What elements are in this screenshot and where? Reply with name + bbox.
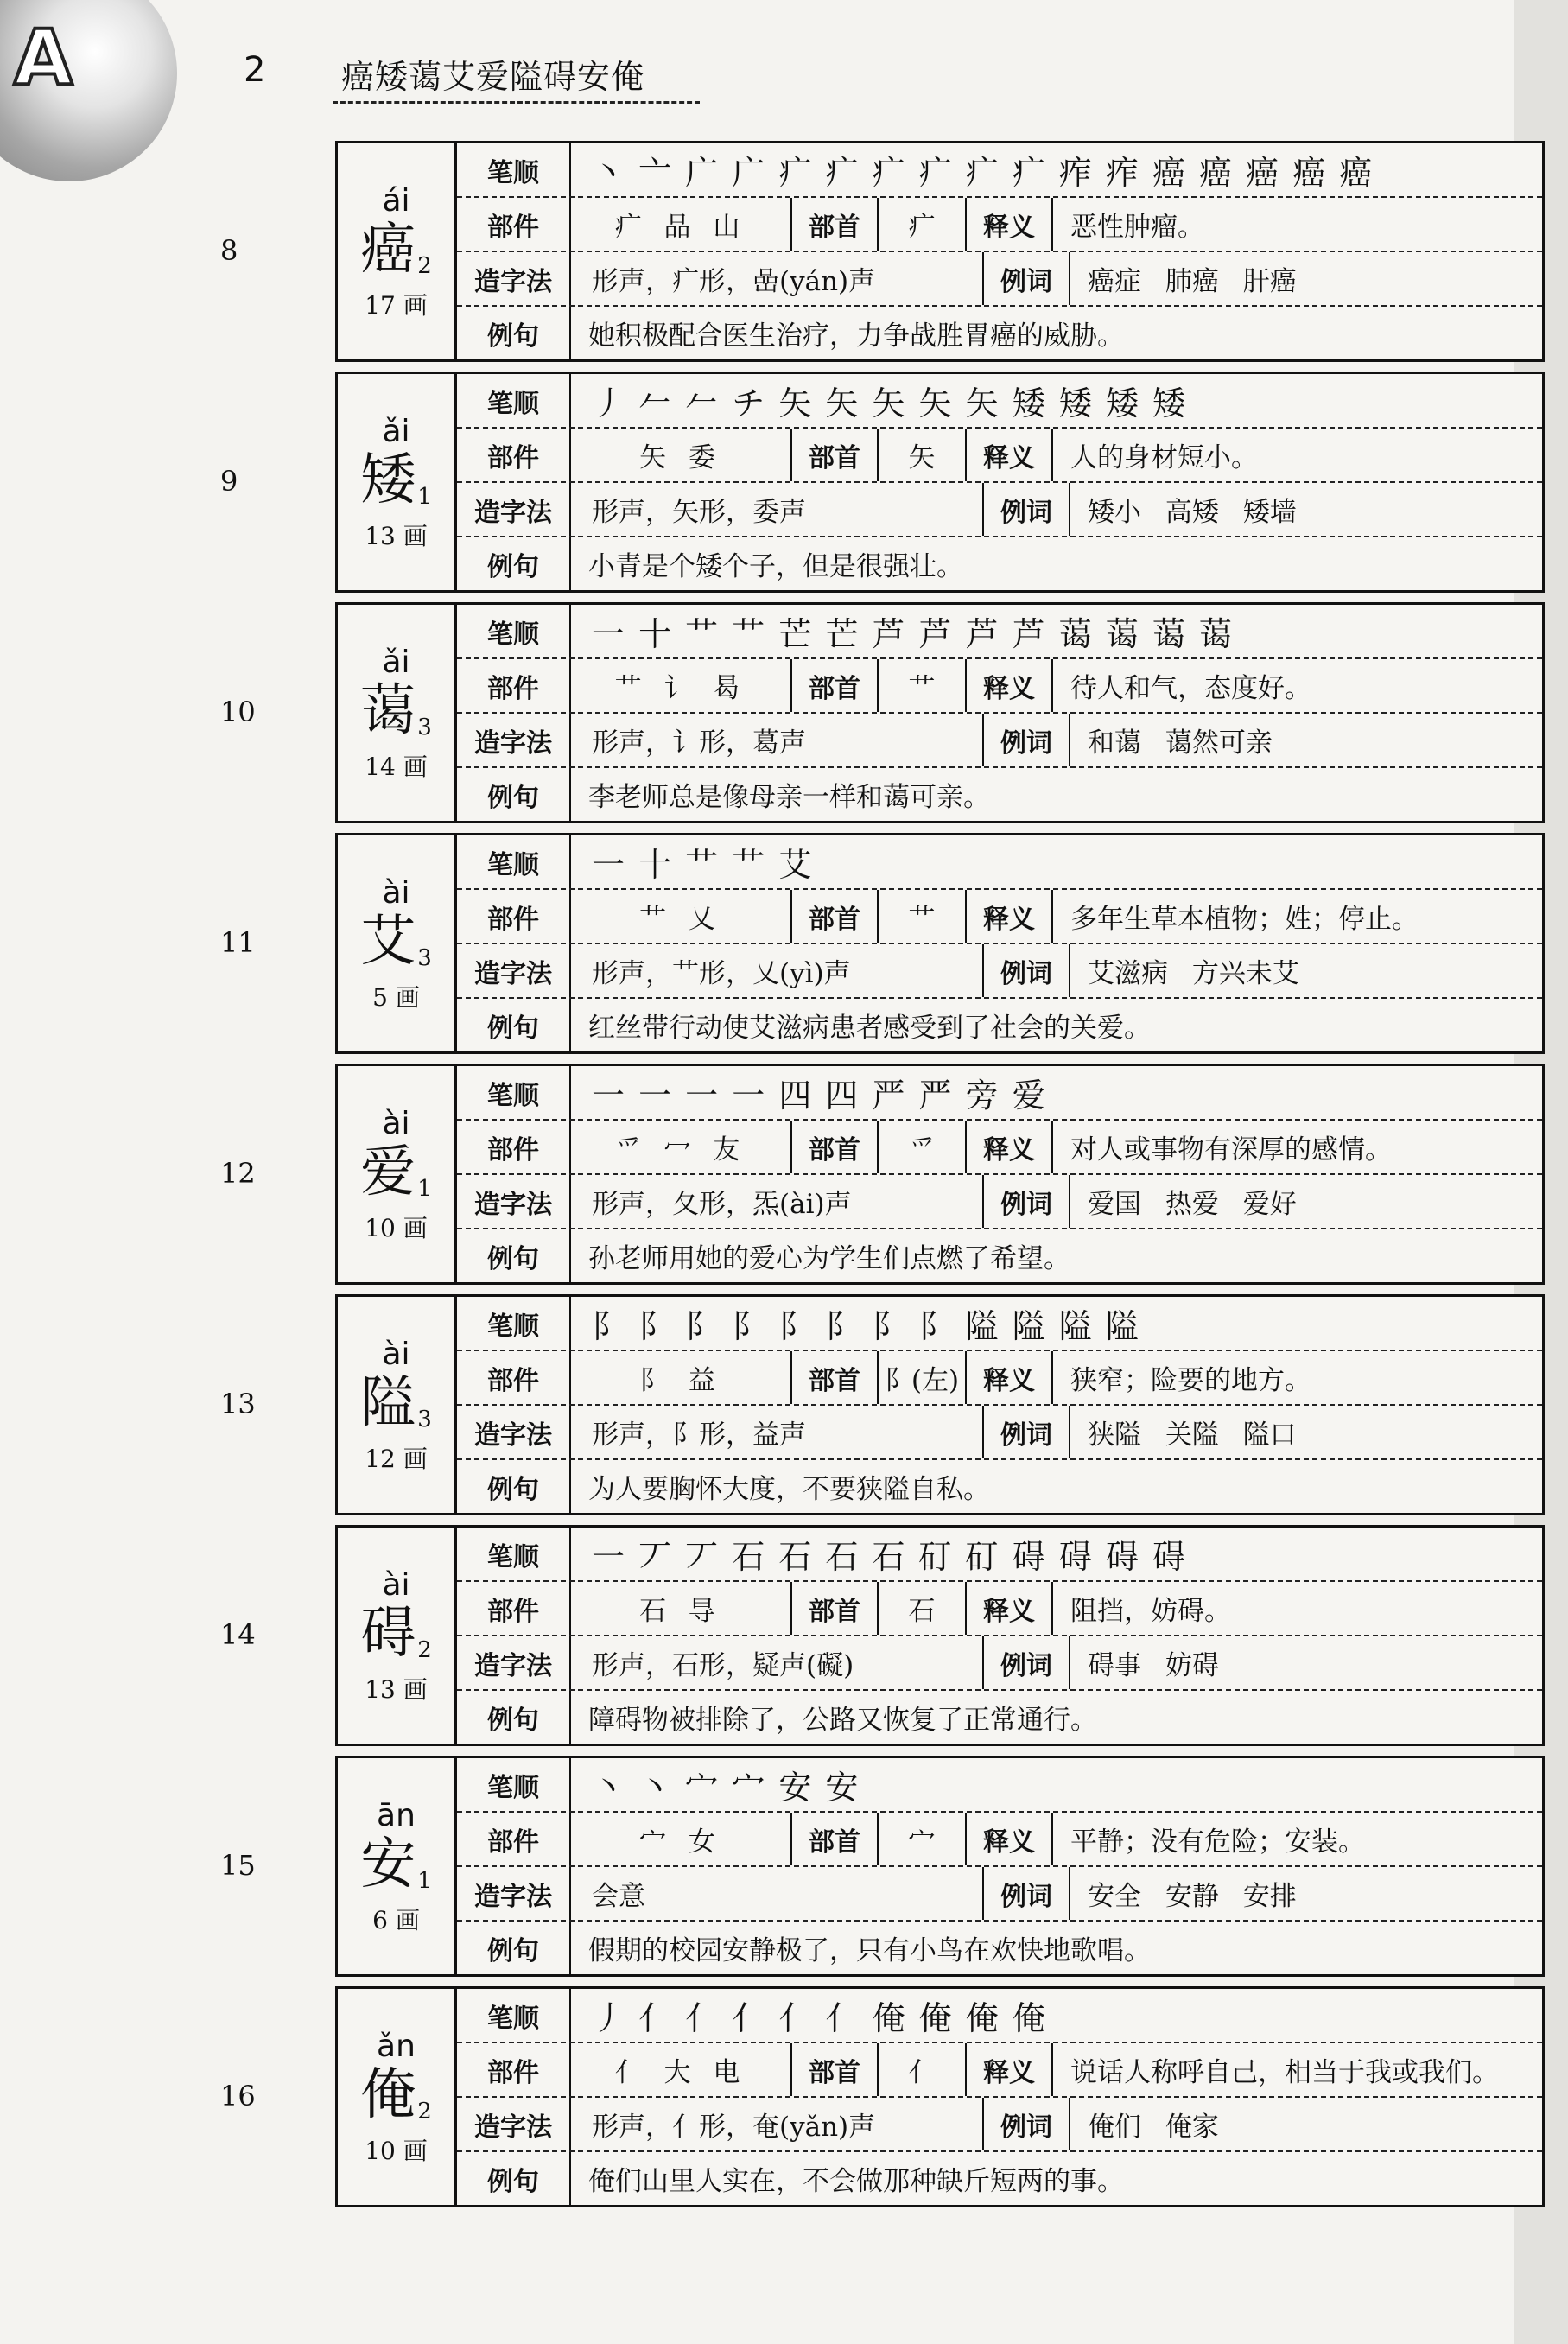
character-entry: [335, 1064, 1545, 1285]
row-formation: [457, 714, 1542, 768]
label-meaning: 释义: [967, 1121, 1053, 1173]
pinyin: ài: [382, 1566, 410, 1603]
row-parts: [457, 1351, 1542, 1406]
row-sentence: [457, 2152, 1542, 2205]
pinyin: ǎi: [382, 413, 410, 449]
example-sentence: 假期的校园安静极了，只有小鸟在欢快地歌唱。: [588, 1935, 1151, 1966]
meaning: 人的身材短小。: [1070, 442, 1258, 473]
row-parts: [457, 1121, 1542, 1175]
label-sentence: 例句: [457, 537, 571, 590]
example-words: 狭隘 关隘 隘口: [1088, 1420, 1297, 1451]
entry-grid: [457, 1528, 1542, 1744]
label-words: 例词: [984, 1867, 1070, 1920]
formation: 形声，阝形，益声: [571, 1406, 984, 1458]
label-radical: 部首: [792, 890, 879, 943]
label-meaning: 释义: [967, 1582, 1053, 1635]
row-sentence: [457, 1460, 1542, 1513]
entry-number: 14: [220, 1618, 256, 1651]
label-words: 例词: [984, 944, 1070, 997]
row-formation: [457, 1636, 1542, 1691]
label-order: 笔顺: [457, 1297, 571, 1350]
label-formation: 造字法: [457, 1867, 571, 1920]
character-glyph: 蔼: [360, 678, 416, 743]
character-box: [338, 1297, 457, 1513]
pinyin: ài: [382, 874, 410, 911]
page-number: 2: [244, 50, 266, 90]
formation: 形声，亻形，奄(yǎn)声: [571, 2098, 984, 2150]
formation: 形声，讠形，葛声: [571, 714, 984, 766]
formation: 形声，疒形，嵒(yán)声: [571, 252, 984, 305]
entry-number: 16: [220, 2080, 256, 2112]
character-box: [338, 605, 457, 821]
row-formation: [457, 1175, 1542, 1229]
label-meaning: 释义: [967, 890, 1053, 943]
label-formation: 造字法: [457, 1406, 571, 1458]
label-sentence: 例句: [457, 307, 571, 359]
row-stroke-order: [457, 374, 1542, 429]
label-words: 例词: [984, 714, 1070, 766]
label-formation: 造字法: [457, 1636, 571, 1689]
row-stroke-order: [457, 1297, 1542, 1351]
row-parts: [457, 1813, 1542, 1867]
entry-number: 8: [220, 234, 238, 267]
row-parts: [457, 1582, 1542, 1636]
grade-level: 3: [417, 1406, 432, 1432]
stroke-count: 13 画: [365, 1674, 428, 1704]
radical: 阝(左): [879, 1351, 967, 1404]
label-sentence: 例句: [457, 2152, 571, 2205]
stroke-count: 5 画: [372, 982, 420, 1012]
label-words: 例词: [984, 1175, 1070, 1228]
label-radical: 部首: [792, 2043, 879, 2096]
row-sentence: [457, 1691, 1542, 1744]
label-radical: 部首: [792, 1813, 879, 1865]
label-sentence: 例句: [457, 1922, 571, 1974]
row-formation: [457, 2098, 1542, 2152]
character-entry: [335, 1525, 1545, 1746]
character-glyph: 碍: [360, 1601, 416, 1666]
stroke-order: 一 一 一 一 四 四 严 严 旁 爱: [592, 1077, 1047, 1115]
page-title: 癌矮蔼艾爱隘碍安俺: [341, 58, 645, 96]
stroke-order: 一 十 艹 艹 艾: [592, 846, 814, 884]
label-sentence: 例句: [457, 1229, 571, 1282]
character: [360, 1833, 432, 1907]
letter-badge: [0, 0, 177, 181]
header-rule: [333, 101, 700, 104]
example-words: 俺们 俺家: [1088, 2112, 1219, 2143]
entry-grid: [457, 374, 1542, 590]
label-radical: 部首: [792, 659, 879, 712]
label-order: 笔顺: [457, 605, 571, 657]
label-sentence: 例句: [457, 768, 571, 821]
meaning: 恶性肿瘤。: [1070, 212, 1204, 243]
radical: 艹: [879, 659, 967, 712]
entry-grid: [457, 1989, 1542, 2205]
label-sentence: 例句: [457, 1691, 571, 1744]
grade-level: 1: [417, 483, 432, 510]
components: 艹 讠 曷: [571, 659, 792, 712]
label-words: 例词: [984, 2098, 1070, 2150]
label-radical: 部首: [792, 198, 879, 251]
label-words: 例词: [984, 483, 1070, 536]
character: [360, 219, 432, 292]
character-box: [338, 1066, 457, 1282]
character-box: [338, 1528, 457, 1744]
row-formation: [457, 1406, 1542, 1460]
label-formation: 造字法: [457, 714, 571, 766]
row-stroke-order: [457, 835, 1542, 890]
meaning: 待人和气，态度好。: [1070, 673, 1311, 704]
row-sentence: [457, 999, 1542, 1051]
grade-level: 1: [417, 1175, 432, 1202]
formation: 会意: [571, 1867, 984, 1920]
label-parts: 部件: [457, 1582, 571, 1635]
label-radical: 部首: [792, 1582, 879, 1635]
entry-number: 15: [220, 1849, 256, 1882]
formation: 形声，矢形，委声: [571, 483, 984, 536]
entry-grid: [457, 1297, 1542, 1513]
components: 矢 委: [571, 429, 792, 481]
character-entry: [335, 372, 1545, 593]
entry-number: 9: [220, 465, 238, 498]
components: 阝 益: [571, 1351, 792, 1404]
pinyin: ǎn: [377, 2028, 416, 2064]
meaning: 阻挡，妨碍。: [1070, 1596, 1231, 1627]
stroke-count: 13 画: [365, 521, 428, 550]
pinyin: ān: [377, 1797, 416, 1833]
grade-level: 2: [417, 1636, 432, 1663]
entry-grid: [457, 1758, 1542, 1974]
stroke-count: 10 画: [365, 1213, 428, 1242]
components: 宀 女: [571, 1813, 792, 1865]
example-words: 癌症 肺癌 肝癌: [1088, 266, 1297, 297]
character: [360, 680, 432, 753]
row-stroke-order: [457, 1528, 1542, 1582]
label-formation: 造字法: [457, 2098, 571, 2150]
row-formation: [457, 944, 1542, 999]
label-meaning: 释义: [967, 429, 1053, 481]
example-sentence: 孙老师用她的爱心为学生们点燃了希望。: [588, 1243, 1070, 1274]
label-parts: 部件: [457, 1813, 571, 1865]
grade-level: 2: [417, 252, 432, 279]
example-words: 和蔼 蔼然可亲: [1088, 727, 1273, 759]
stroke-order: 丶 丶 宀 宀 安 安: [592, 1769, 860, 1807]
stroke-order: 丿 亻 亻 亻 亻 亻 俺 俺 俺 俺: [592, 1999, 1047, 2037]
radical: 亻: [879, 2043, 967, 2096]
label-radical: 部首: [792, 429, 879, 481]
character-glyph: 癌: [360, 217, 416, 282]
label-order: 笔顺: [457, 374, 571, 427]
row-parts: [457, 2043, 1542, 2098]
row-stroke-order: [457, 143, 1542, 198]
grade-level: 3: [417, 944, 432, 971]
label-meaning: 释义: [967, 1351, 1053, 1404]
meaning: 平静；没有危险；安装。: [1070, 1826, 1365, 1858]
character: [360, 1372, 432, 1445]
components: 石 㝵: [571, 1582, 792, 1635]
row-sentence: [457, 1229, 1542, 1282]
label-parts: 部件: [457, 1121, 571, 1173]
radical: 艹: [879, 890, 967, 943]
row-formation: [457, 1867, 1542, 1922]
example-sentence: 障碍物被排除了，公路又恢复了正常通行。: [588, 1705, 1097, 1736]
label-parts: 部件: [457, 890, 571, 943]
label-parts: 部件: [457, 429, 571, 481]
stroke-order: 一 丆 丆 石 石 石 石 矴 矴 碍 碍 碍 碍: [592, 1538, 1187, 1576]
pinyin: ǎi: [382, 644, 410, 680]
meaning: 说话人称呼自己，相当于我或我们。: [1070, 2057, 1499, 2088]
pinyin: ái: [382, 182, 410, 219]
meaning: 对人或事物有深厚的感情。: [1070, 1134, 1392, 1166]
label-radical: 部首: [792, 1121, 879, 1173]
entry-number: 10: [220, 696, 256, 728]
example-words: 碍事 妨碍: [1088, 1650, 1219, 1681]
label-parts: 部件: [457, 2043, 571, 2096]
character: [360, 911, 432, 984]
row-parts: [457, 198, 1542, 252]
stroke-count: 17 画: [365, 290, 428, 320]
character-entry: [335, 1756, 1545, 1977]
label-order: 笔顺: [457, 1989, 571, 2042]
row-parts: [457, 890, 1542, 944]
stroke-order: 阝 阝 阝 阝 阝 阝 阝 阝 隘 隘 隘 隘: [592, 1307, 1140, 1345]
stroke-count: 14 画: [365, 752, 428, 781]
entry-grid: [457, 835, 1542, 1051]
label-formation: 造字法: [457, 944, 571, 997]
example-words: 艾滋病 方兴未艾: [1088, 958, 1299, 989]
label-sentence: 例句: [457, 1460, 571, 1513]
example-sentence: 红丝带行动使艾滋病患者感受到了社会的关爱。: [588, 1013, 1151, 1044]
character-glyph: 爱: [360, 1140, 416, 1204]
label-meaning: 释义: [967, 2043, 1053, 2096]
character-glyph: 俺: [360, 2062, 416, 2127]
row-stroke-order: [457, 1066, 1542, 1121]
stroke-count: 6 画: [372, 1905, 420, 1934]
row-parts: [457, 659, 1542, 714]
character: [360, 1603, 432, 1676]
character: [360, 1141, 432, 1215]
grade-level: 2: [417, 2098, 432, 2125]
example-words: 矮小 高矮 矮墙: [1088, 497, 1297, 528]
components: 爫 冖 友: [571, 1121, 792, 1173]
example-sentence: 为人要胸怀大度，不要狭隘自私。: [588, 1474, 990, 1505]
components: 疒 品 山: [571, 198, 792, 251]
label-words: 例词: [984, 1406, 1070, 1458]
formation: 形声，石形，疑声(礙): [571, 1636, 984, 1689]
meaning: 狭窄；险要的地方。: [1070, 1365, 1311, 1396]
character-box: [338, 1758, 457, 1974]
entry-number: 11: [220, 926, 256, 959]
radical: 爫: [879, 1121, 967, 1173]
example-words: 爱国 热爱 爱好: [1088, 1189, 1297, 1220]
label-sentence: 例句: [457, 999, 571, 1051]
row-sentence: [457, 307, 1542, 359]
character-entry: [335, 141, 1545, 362]
stroke-order: 丿 𠂉 𠂉 チ 矢 矢 矢 矢 矢 矮 矮 矮 矮: [592, 384, 1187, 422]
label-parts: 部件: [457, 198, 571, 251]
example-words: 安全 安静 安排: [1088, 1881, 1297, 1912]
row-sentence: [457, 1922, 1542, 1974]
row-formation: [457, 483, 1542, 537]
row-parts: [457, 429, 1542, 483]
radical: 矢: [879, 429, 967, 481]
example-sentence: 李老师总是像母亲一样和蔼可亲。: [588, 782, 990, 813]
entry-grid: [457, 605, 1542, 821]
stroke-order: 丶 亠 广 广 疒 疒 疒 疒 疒 疒 痄 痄 癌 癌 癌 癌 癌: [592, 154, 1374, 192]
character: [360, 449, 432, 523]
example-sentence: 俺们山里人实在，不会做那种缺斤短两的事。: [588, 2166, 1124, 2197]
character-box: [338, 143, 457, 359]
label-formation: 造字法: [457, 252, 571, 305]
label-formation: 造字法: [457, 483, 571, 536]
stroke-order: 一 十 艹 艹 芒 芒 芦 芦 芦 芦 蔼 蔼 蔼 蔼: [592, 615, 1235, 653]
entry-number: 13: [220, 1388, 256, 1420]
label-parts: 部件: [457, 1351, 571, 1404]
example-sentence: 小青是个矮个子，但是很强壮。: [588, 551, 963, 582]
meaning: 多年生草本植物；姓；停止。: [1070, 904, 1419, 935]
character-box: [338, 1989, 457, 2205]
row-stroke-order: [457, 1758, 1542, 1813]
row-sentence: [457, 768, 1542, 821]
character-entry: [335, 602, 1545, 823]
character-glyph: 艾: [360, 909, 416, 974]
label-radical: 部首: [792, 1351, 879, 1404]
label-order: 笔顺: [457, 1066, 571, 1119]
label-meaning: 释义: [967, 659, 1053, 712]
grade-level: 1: [417, 1867, 432, 1894]
components: 亻 大 电: [571, 2043, 792, 2096]
radical: 宀: [879, 1813, 967, 1865]
character-glyph: 安: [360, 1832, 416, 1896]
pinyin: ài: [382, 1105, 410, 1141]
radical: 疒: [879, 198, 967, 251]
row-stroke-order: [457, 605, 1542, 659]
label-formation: 造字法: [457, 1175, 571, 1228]
formation: 形声，艹形，乂(yì)声: [571, 944, 984, 997]
label-words: 例词: [984, 1636, 1070, 1689]
entry-grid: [457, 1066, 1542, 1282]
row-formation: [457, 252, 1542, 307]
entry-number: 12: [220, 1157, 256, 1190]
entry-grid: [457, 143, 1542, 359]
label-words: 例词: [984, 252, 1070, 305]
label-order: 笔顺: [457, 1528, 571, 1580]
label-parts: 部件: [457, 659, 571, 712]
label-meaning: 释义: [967, 198, 1053, 251]
character-entry: [335, 1986, 1545, 2207]
character-glyph: 矮: [360, 448, 416, 512]
section-letter: A: [13, 13, 73, 102]
character-entry: [335, 1294, 1545, 1515]
components: 艹 乂: [571, 890, 792, 943]
character-glyph: 隘: [360, 1370, 416, 1435]
label-meaning: 释义: [967, 1813, 1053, 1865]
pinyin: ài: [382, 1336, 410, 1372]
example-sentence: 她积极配合医生治疗，力争战胜胃癌的威胁。: [588, 321, 1124, 352]
stroke-count: 10 画: [365, 2136, 428, 2165]
character-box: [338, 835, 457, 1051]
character-box: [338, 374, 457, 590]
radical: 石: [879, 1582, 967, 1635]
label-order: 笔顺: [457, 1758, 571, 1811]
row-stroke-order: [457, 1989, 1542, 2043]
grade-level: 3: [417, 714, 432, 740]
character-entry: [335, 833, 1545, 1054]
label-order: 笔顺: [457, 835, 571, 888]
label-order: 笔顺: [457, 143, 571, 196]
stroke-count: 12 画: [365, 1444, 428, 1473]
character: [360, 2064, 432, 2138]
row-sentence: [457, 537, 1542, 590]
formation: 形声，夂形，炁(ài)声: [571, 1175, 984, 1228]
